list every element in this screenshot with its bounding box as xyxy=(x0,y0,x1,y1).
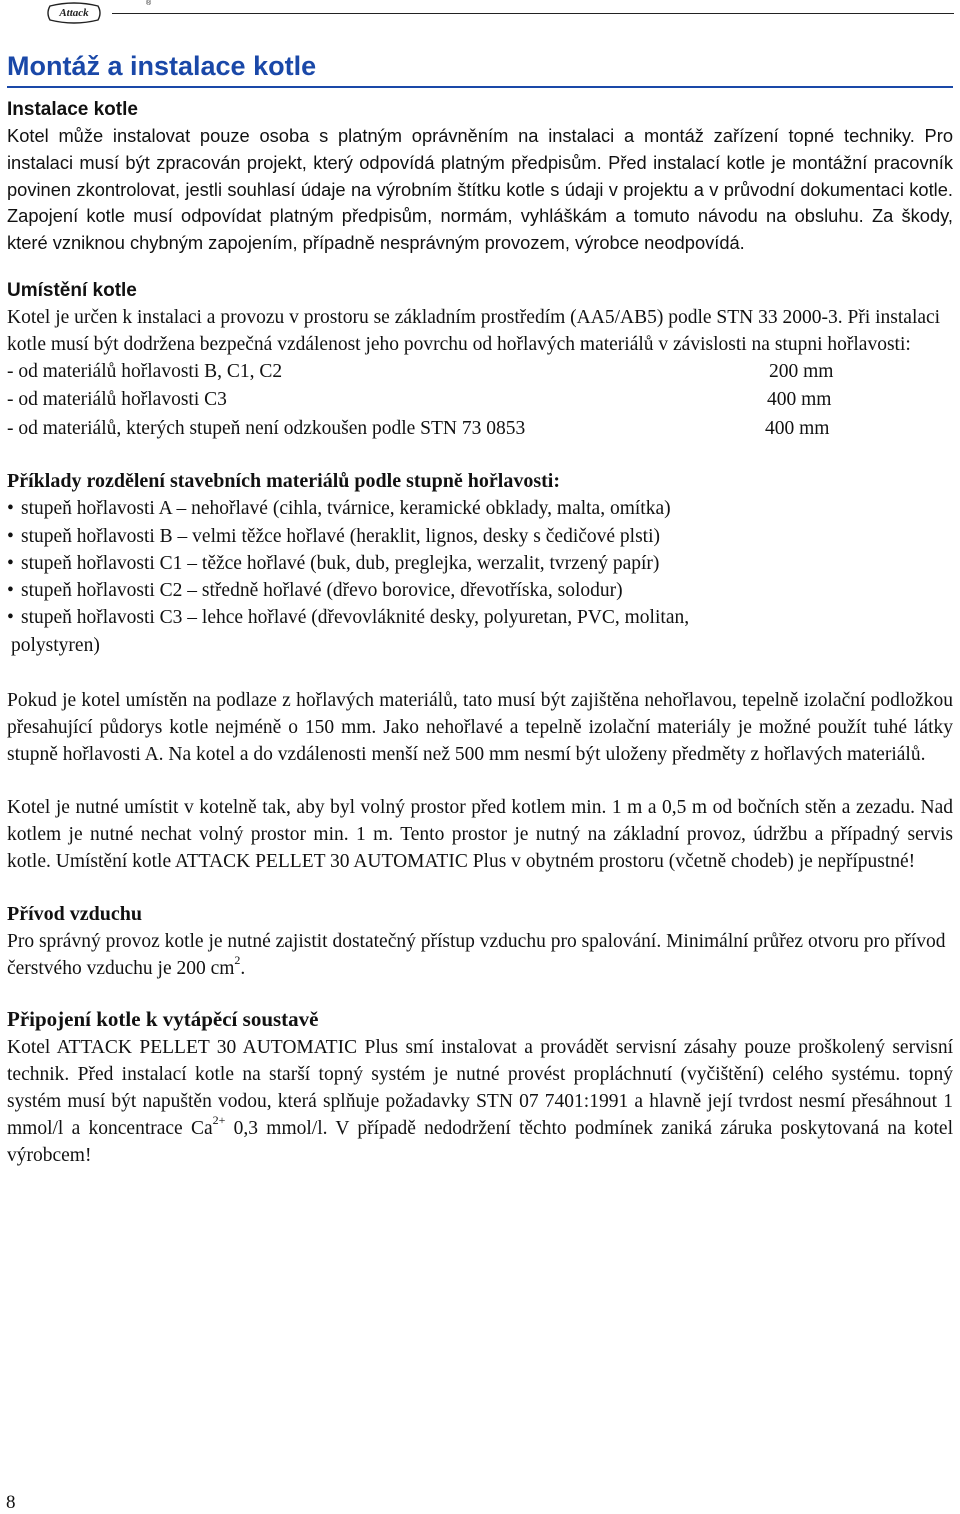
list-item-text: stupeň hořlavosti C3 – lehce hořlavé (dřevovláknité desky, polyuretan, PVC, molitan, xyxy=(21,607,690,629)
title-rule xyxy=(7,86,953,88)
list-item xyxy=(7,523,953,550)
paragraph-pripojeni xyxy=(7,1034,953,1169)
privod-superscript: 2 xyxy=(234,953,241,968)
list-item-text: stupeň hořlavosti C2 – středně hořlavé (dřevo borovice, dřevotříska, solodur) xyxy=(21,580,623,602)
page-title: Montáž a instalace kotle xyxy=(7,51,317,81)
paragraph-privod xyxy=(7,928,953,982)
distance-label: - od materiálů hořlavosti B, C1, C2 xyxy=(7,360,283,382)
distance-row xyxy=(7,358,953,387)
distance-list xyxy=(7,358,953,444)
list-item xyxy=(7,577,953,604)
list-item-text: stupeň hořlavosti C1 – těžce hořlavé (buk, dub, preglejka, werzalit, tvrzený papír) xyxy=(21,552,660,574)
paragraph-prostor: Kotel je nutné umístit v kotelně tak, aby byl volný prostor před kotlem min. 1 m a 0,5 m od bočních stěn a zezadu. Nad kotlem je nutné nechat volný prostor min. 1 m. Tento prostor je nutný na základní provoz, údržbu a případný servis kotle. Umístění kotle ATTACK PELLET 30 AUTOMATIC Plus v obytném prostoru (včetně chodeb) je nepřípustné! xyxy=(7,796,953,872)
distance-row xyxy=(7,415,953,444)
list-item xyxy=(7,550,953,577)
attack-logo xyxy=(46,0,152,24)
bullet-icon: • xyxy=(7,498,14,520)
list-item xyxy=(7,495,953,522)
distance-row xyxy=(7,386,953,415)
privod-tail: . xyxy=(240,957,246,979)
pripojeni-superscript: 2+ xyxy=(212,1113,226,1128)
privod-text: Pro správný provoz kotle je nutné zajistit dostatečný přístup vzduchu pro spalování. Minimální průřez otvoru pro přívod čerstvého vzduchu je 200 cm xyxy=(7,930,946,979)
section-heading-umisteni: Umístění kotle xyxy=(7,279,137,301)
registered-mark: ® xyxy=(146,0,152,7)
bullet-icon: • xyxy=(7,607,14,629)
section-heading-priklady: Příklady rozdělení stavebních materiálů podle stupně hořlavosti: xyxy=(7,470,560,493)
distance-label: - od materiálů hořlavosti C3 xyxy=(7,389,227,411)
paragraph-instalace: Kotel může instalovat pouze osoba s platným oprávněním na instalaci a montáž zařízení topné techniky. Pro instalaci musí být zpracován projekt, který odpovídá platným předpisům. Před instalací kotle je montážní pracovník povinen zkontrolovat, jestli souhlasí údaje na výrobním štítku kotle s údaji v projektu a v průvodní dokumentaci kotle. Zapojení kotle musí odpovídat platným předpisům, normám, vyhláškám a tomuto návodu na obsluhu. Za škody, které vzniknou chybným zapojením, případně nesprávným provozem, výrobce neodpovídá. xyxy=(7,125,953,254)
list-item-continuation: polystyren) xyxy=(11,634,100,656)
section-heading-privod: Přívod vzduchu xyxy=(7,902,143,925)
pripojeni-text: Kotel ATTACK PELLET 30 AUTOMATIC Plus smí instalovat a provádět servisní zásahy pouze proškolený servisní technik. Před instalací kotle na starší topný systém je nutné provést propláchnutí (vyčištění) celého systému. topný systém musí být napuštěn vodou, která splňuje požadavky STN 07 7401:1991 a hlavně její tvrdost nesmí přesáhnout 1 mmol/l a koncentrace Ca xyxy=(7,1036,953,1139)
list-item xyxy=(7,604,953,631)
page-number: 8 xyxy=(6,1492,16,1513)
list-item-text: stupeň hořlavosti B – velmi těžce hořlavé (heraklit, lignos, desky s čedičové plsti) xyxy=(21,525,661,547)
distance-label: - od materiálů, kterých stupeň není odzkoušen podle STN 73 0853 xyxy=(7,417,526,439)
logo-text: Attack xyxy=(59,7,89,19)
distance-value: 400 mm xyxy=(765,417,830,439)
page-header xyxy=(0,0,960,30)
header-rule xyxy=(112,13,954,14)
paragraph-umisteni: Kotel je určen k instalaci a provozu v prostoru se základním prostředím (AA5/AB5) podle STN 33 2000-3. Při instalaci kotle musí být dodržena bezpečná vzdálenost jeho povrchu od hořlavých materiálů v závislosti na stupni hořlavosti: xyxy=(7,306,941,355)
section-heading-pripojeni: Připojení kotle k vytápěcí soustavě xyxy=(7,1006,319,1031)
section-heading-instalace: Instalace kotle xyxy=(7,99,138,120)
list-item-text: stupeň hořlavosti A – nehořlavé (cihla, tvárnice, keramické obklady, malta, omítka) xyxy=(21,498,671,520)
paragraph-podlaha: Pokud je kotel umístěn na podlaze z hořlavých materiálů, tato musí být zajištěna nehořlavou, tepelně izolační podložkou přesahující půdorys kotle nejméně o 150 mm. Jako nehořlavé a tepelně izolační materiály je možné použít tuhé látky stupně hořlavosti A. Na kotel a do vzdálenosti menší než 500 mm nesmí být uloženy předměty z hořlavých materiálů. xyxy=(7,689,953,765)
page-content xyxy=(7,46,953,1169)
distance-value: 200 mm xyxy=(769,360,834,382)
bullet-icon: • xyxy=(7,552,14,574)
bullet-list xyxy=(7,495,953,658)
bullet-icon: • xyxy=(7,525,14,547)
distance-value: 400 mm xyxy=(767,389,832,411)
bullet-icon: • xyxy=(7,580,14,602)
pripojeni-tail: 0,3 mmol/l. V případě nedodržení těchto podmínek zaniká záruka poskytovaná na kotel výrobcem! xyxy=(7,1117,953,1166)
